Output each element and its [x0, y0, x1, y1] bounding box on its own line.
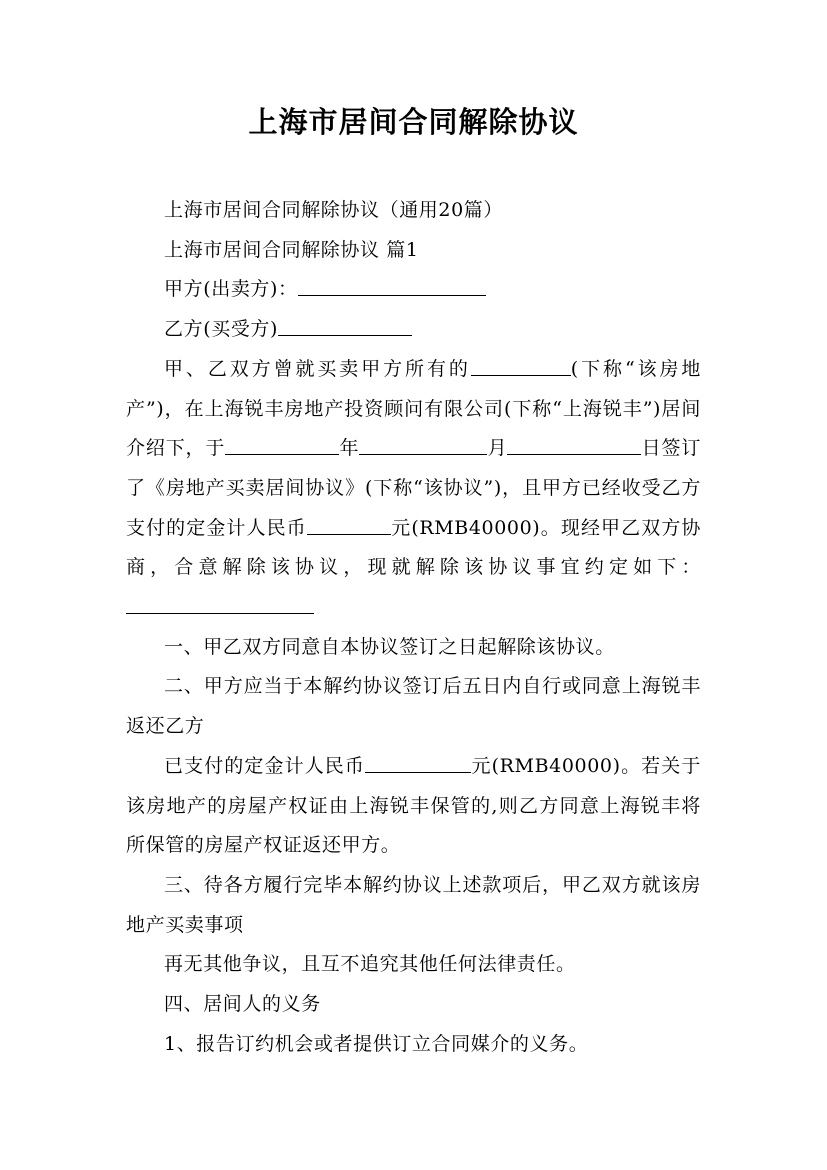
blank-line: [307, 516, 391, 535]
clause-2-continued: [126, 747, 701, 866]
clause-text: 四、居间人的义务: [164, 993, 321, 1016]
clause-1: [126, 628, 701, 668]
clause-2: [126, 667, 701, 746]
blank-line: [298, 277, 486, 296]
blank-line: [471, 357, 571, 376]
document-body: [126, 191, 701, 1064]
clause-3: [126, 866, 701, 945]
paragraph-text: 甲、乙双方曾就买卖甲方所有的: [164, 357, 471, 380]
clause-4: [126, 985, 701, 1025]
clause-text: 三、待各方履行完毕本解约协议上述款项后，甲乙双方就该房地产买卖事项: [126, 873, 701, 936]
party-b-line: [126, 310, 701, 350]
paragraph-text: 年: [339, 437, 360, 460]
blank-line: [359, 436, 487, 455]
paragraph-text: (下称“该房地产”)，在上海锐丰房地产投资顾问有限公司(下称“上海锐丰”)居间介绍下，于: [126, 357, 702, 460]
clause-text: 元(RMB40000)。若关于该房地产的房屋产权证由上海锐丰保管的,则乙方同意上海锐丰将所保管的房屋产权证返还甲方。: [126, 754, 701, 857]
section-heading-text: 上海市居间合同解除协议 篇1: [164, 238, 419, 261]
blank-line: [365, 754, 471, 773]
party-b-label: 乙方(买受方): [164, 318, 279, 341]
paragraph-text: 元(RMB40000)。现经甲乙双方协商，合意解除该协议，现就解除该协议事宜约定如下：: [126, 516, 701, 579]
blank-line: [126, 595, 314, 614]
section-heading: [126, 231, 701, 271]
party-a-label: 甲方(出卖方)：: [164, 278, 298, 301]
blank-line: [225, 436, 339, 455]
clause-text: 二、甲方应当于本解约协议签订后五日内自行或同意上海锐丰返还乙方: [126, 675, 701, 738]
clause-text: 已支付的定金计人民币: [164, 754, 365, 777]
subtitle-text: 上海市居间合同解除协议（通用20篇）: [164, 199, 503, 221]
clause-3-continued: [126, 945, 701, 985]
blank-line: [507, 436, 641, 455]
clause-text: 一、甲乙双方同意自本协议签订之日起解除该协议。: [164, 635, 615, 658]
clause-4-item-1: [126, 1025, 701, 1065]
clause-text: 1、报告订约机会或者提供订立合同媒介的义务。: [164, 1032, 589, 1055]
blank-line: [278, 317, 412, 336]
paragraph-text: 日签订了《房地产买卖居间协议》(下称“该协议”)，且甲方已经收受乙方支付的定金计人民币: [126, 437, 701, 539]
clause-text: 再无其他争议，且互不追究其他任何法律责任。: [164, 953, 576, 976]
paragraph-text: 月: [487, 437, 508, 460]
subtitle-line: [126, 191, 701, 231]
party-a-line: [126, 270, 701, 310]
paragraph-1: [126, 350, 701, 628]
document-title: 上海市居间合同解除协议: [248, 105, 579, 139]
